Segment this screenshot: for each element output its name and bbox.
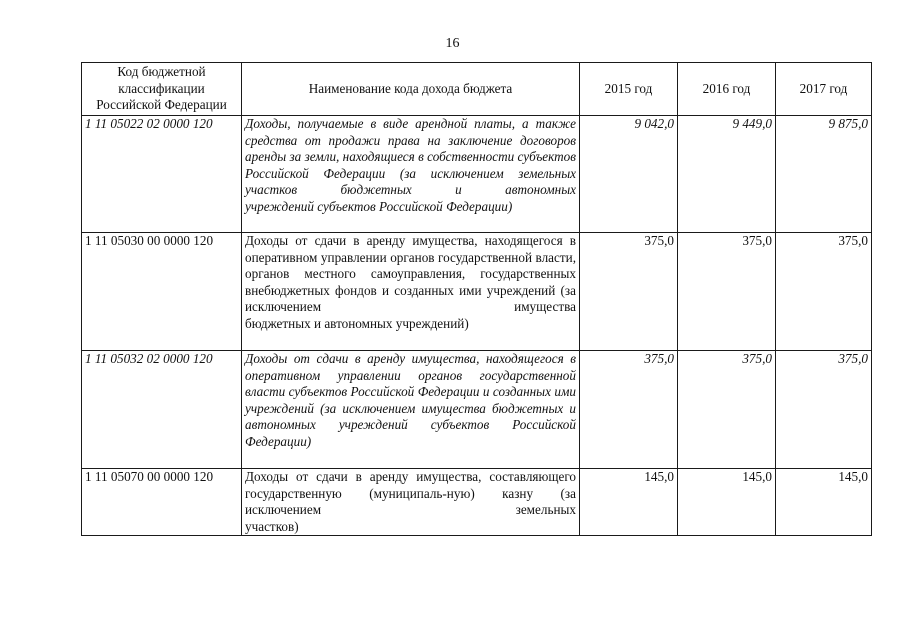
- row-name: [242, 469, 580, 536]
- row-value-2017: 375,0: [776, 351, 872, 469]
- row-name-body: Доходы от сдачи в аренду имущества, находящегося в оперативном управлении органов государственной власти, органов местного самоуправления, государственных внебюджетных фондов и созданных ими учреждений (за исключением имущества: [245, 233, 576, 315]
- row-name: [242, 116, 580, 233]
- row-code: 1 11 05032 02 0000 120: [82, 351, 242, 469]
- page-number: 16: [445, 36, 460, 51]
- row-value-2015: 375,0: [580, 233, 678, 351]
- budget-revenue-table: [81, 62, 872, 536]
- header-name: Наименование кода дохода бюджета: [242, 63, 580, 116]
- row-value-2015: 375,0: [580, 351, 678, 469]
- row-code: 1 11 05022 02 0000 120: [82, 116, 242, 233]
- row-value-2017: 375,0: [776, 233, 872, 351]
- row-name: [242, 351, 580, 469]
- row-value-2017: 9 875,0: [776, 116, 872, 233]
- row-value-2016: 375,0: [678, 351, 776, 469]
- row-value-2016: 145,0: [678, 469, 776, 536]
- row-value-2016: 9 449,0: [678, 116, 776, 233]
- header-2015: 2015 год: [580, 63, 678, 116]
- row-name-body: Доходы от сдачи в аренду имущества, составляющего государственную (муниципаль-ную) казну (за исключением земельных: [245, 469, 576, 518]
- table-row: [82, 116, 872, 233]
- table-row: [82, 233, 872, 351]
- row-value-2016: 375,0: [678, 233, 776, 351]
- header-code: Код бюджетной классификации Российской Федерации: [82, 63, 242, 116]
- row-name-body: Доходы от сдачи в аренду имущества, находящегося в оперативном управлении органов государственной власти субъектов Российской Федерации и созданных ими учреждений (за исключением имущества бюджетных и автономных учреждений субъектов Российской: [245, 351, 576, 433]
- row-name-last: Федерации): [245, 433, 312, 449]
- row-code: 1 11 05070 00 0000 120: [82, 469, 242, 536]
- table-row: [82, 469, 872, 536]
- row-name-last: учреждений субъектов Российской Федерации): [245, 198, 513, 214]
- row-name-last: бюджетных и автономных учреждений): [245, 315, 469, 331]
- row-name-last: участков): [245, 518, 299, 534]
- row-value-2015: 9 042,0: [580, 116, 678, 233]
- row-name: [242, 233, 580, 351]
- row-code: 1 11 05030 00 0000 120: [82, 233, 242, 351]
- table-header-row: [82, 63, 872, 116]
- table-row: [82, 351, 872, 469]
- header-2017: 2017 год: [776, 63, 872, 116]
- header-2016: 2016 год: [678, 63, 776, 116]
- row-value-2017: 145,0: [776, 469, 872, 536]
- row-name-body: Доходы, получаемые в виде арендной платы, а также средства от продажи права на заключение договоров аренды за земли, находящиеся в собственности субъектов Российской Федерации (за исключением земельных участков бюджетных и автономных: [245, 116, 576, 198]
- row-value-2015: 145,0: [580, 469, 678, 536]
